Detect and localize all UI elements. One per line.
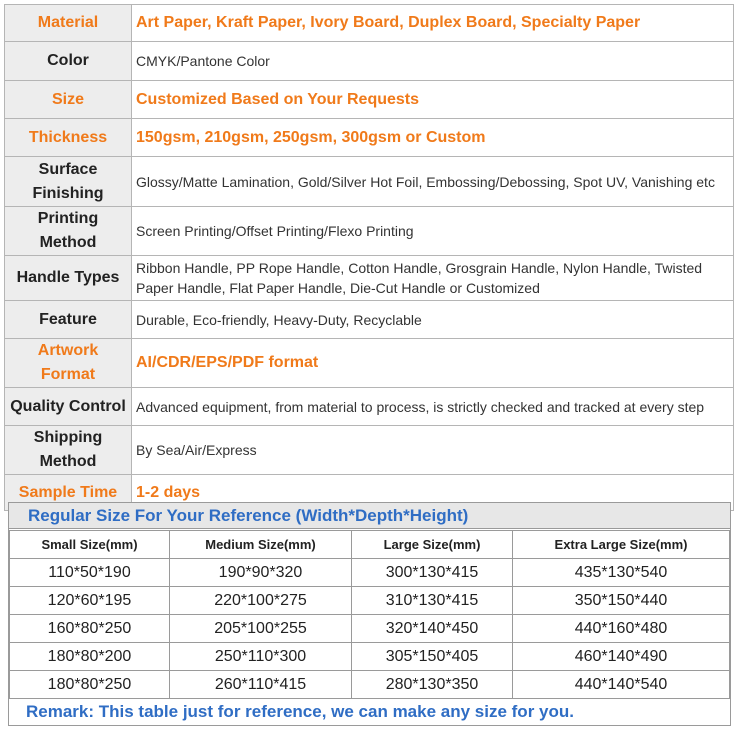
column-header: Medium Size(mm) xyxy=(170,531,352,559)
size-cell: 190*90*320 xyxy=(170,559,352,587)
size-cell: 280*130*350 xyxy=(352,671,513,699)
size-grid xyxy=(9,530,730,699)
spec-row-surface-finishing xyxy=(5,157,734,207)
table-row xyxy=(10,587,730,615)
spec-value: Ribbon Handle, PP Rope Handle, Cotton Handle, Grosgrain Handle, Nylon Handle, Twisted Paper Handle, Flat Paper Handle, Die-Cut Handle or Customized xyxy=(132,256,734,301)
size-cell: 460*140*490 xyxy=(513,643,730,671)
size-cell: 120*60*195 xyxy=(10,587,170,615)
size-cell: 440*140*540 xyxy=(513,671,730,699)
spec-row-handle-types xyxy=(5,256,734,301)
spec-label: Size xyxy=(5,81,132,119)
spec-row-artwork-format xyxy=(5,339,734,388)
spec-label: Feature xyxy=(5,301,132,339)
spec-value: 1-2 days xyxy=(132,475,734,511)
size-cell: 205*100*255 xyxy=(170,615,352,643)
spec-value: Customized Based on Your Requests xyxy=(132,81,734,119)
table-row xyxy=(10,615,730,643)
spec-label: Quality Control xyxy=(5,388,132,426)
size-table-title: Regular Size For Your Reference (Width*Depth*Height) xyxy=(9,503,730,529)
table-row xyxy=(10,559,730,587)
spec-value: Advanced equipment, from material to process, is strictly checked and tracked at every step xyxy=(132,388,734,426)
spec-value: CMYK/Pantone Color xyxy=(132,42,734,81)
spec-label: Surface Finishing xyxy=(5,157,132,207)
size-cell: 440*160*480 xyxy=(513,615,730,643)
spec-row-shipping-method xyxy=(5,426,734,475)
size-cell: 350*150*440 xyxy=(513,587,730,615)
spec-value: AI/CDR/EPS/PDF format xyxy=(132,339,734,388)
size-cell: 180*80*200 xyxy=(10,643,170,671)
size-cell: 220*100*275 xyxy=(170,587,352,615)
size-cell: 320*140*450 xyxy=(352,615,513,643)
spec-label: Thickness xyxy=(5,119,132,157)
spec-row-size xyxy=(5,81,734,119)
spec-value: 150gsm, 210gsm, 250gsm, 300gsm or Custom xyxy=(132,119,734,157)
size-cell: 110*50*190 xyxy=(10,559,170,587)
product-spec-table xyxy=(4,4,734,511)
size-cell: 435*130*540 xyxy=(513,559,730,587)
spec-row-printing-method xyxy=(5,207,734,256)
spec-label: Artwork Format xyxy=(5,339,132,388)
column-header: Extra Large Size(mm) xyxy=(513,531,730,559)
size-cell: 310*130*415 xyxy=(352,587,513,615)
spec-row-thickness xyxy=(5,119,734,157)
spec-value: Screen Printing/Offset Printing/Flexo Printing xyxy=(132,207,734,256)
spec-label: Shipping Method xyxy=(5,426,132,475)
column-header: Large Size(mm) xyxy=(352,531,513,559)
spec-label: Handle Types xyxy=(5,256,132,301)
spec-row-material xyxy=(5,5,734,42)
spec-label: Material xyxy=(5,5,132,42)
spec-row-quality-control xyxy=(5,388,734,426)
size-cell: 260*110*415 xyxy=(170,671,352,699)
spec-label: Color xyxy=(5,42,132,81)
size-cell: 300*130*415 xyxy=(352,559,513,587)
table-row xyxy=(10,671,730,699)
spec-row-color xyxy=(5,42,734,81)
size-cell: 305*150*405 xyxy=(352,643,513,671)
spec-label: Sample Time xyxy=(5,475,132,511)
size-cell: 160*80*250 xyxy=(10,615,170,643)
spec-row-feature xyxy=(5,301,734,339)
spec-value: By Sea/Air/Express xyxy=(132,426,734,475)
size-header-row xyxy=(10,531,730,559)
regular-size-table xyxy=(8,502,731,726)
table-row xyxy=(10,643,730,671)
size-cell: 180*80*250 xyxy=(10,671,170,699)
spec-value: Durable, Eco-friendly, Heavy-Duty, Recyclable xyxy=(132,301,734,339)
spec-label: Printing Method xyxy=(5,207,132,256)
column-header: Small Size(mm) xyxy=(10,531,170,559)
spec-value: Art Paper, Kraft Paper, Ivory Board, Duplex Board, Specialty Paper xyxy=(132,5,734,42)
size-cell: 250*110*300 xyxy=(170,643,352,671)
size-table-remark: Remark: This table just for reference, we can make any size for you. xyxy=(26,702,574,721)
spec-value: Glossy/Matte Lamination, Gold/Silver Hot Foil, Embossing/Debossing, Spot UV, Vanishing etc xyxy=(132,157,734,207)
